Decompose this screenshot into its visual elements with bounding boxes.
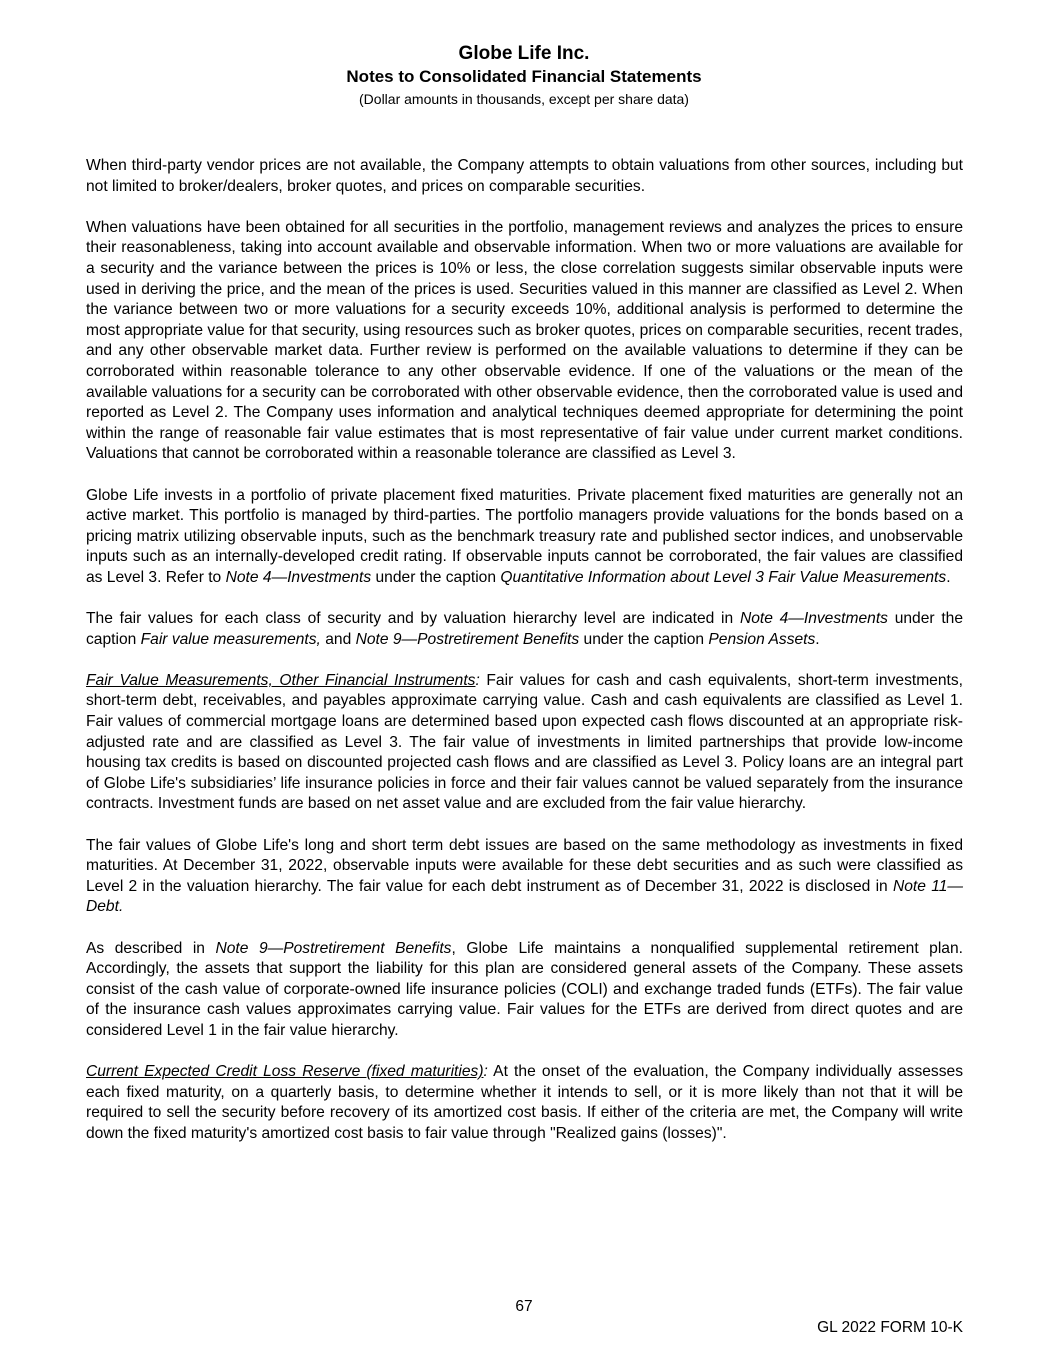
text-segment: under the caption	[371, 568, 501, 586]
text-segment: The fair values of Globe Life's long and short term debt issues are based on the same methodology as investments in fixed maturities. At December 31, 2022, observable inputs were available for these debt securities and as such were classified as Level 2 in the valuation hierarchy. The fair value for each debt instrument as of December 31, 2022 is disclosed in	[86, 836, 963, 895]
paragraph	[86, 671, 963, 815]
emphasized-text: Fair Value Measurements, Other Financial Instruments	[86, 671, 476, 689]
emphasized-text: :	[483, 1063, 488, 1081]
text-segment: .	[946, 568, 951, 586]
emphasized-text: :	[475, 671, 480, 689]
text-segment: At the onset of the evaluation, the Company individually assesses each fixed maturity, on a quarterly basis, to determine whether it intends to sell, or it is more likely than not that it will be required to sell the security before recovery of its amortized cost basis. If either of the criteria are met, the Company will write down the fixed maturity's amortized cost basis to fair value through "Realized gains (losses)".	[86, 1063, 963, 1142]
emphasized-text: Note 11—Debt.	[86, 877, 963, 916]
page-number: 67	[515, 1298, 533, 1315]
document-body	[86, 156, 963, 1165]
paragraph	[86, 218, 963, 465]
text-segment: and	[320, 630, 356, 648]
text-segment: When third-party vendor prices are not available, the Company attempts to obtain valuations from other sources, including but not limited to broker/dealers, broker quotes, and prices on comparable securities.	[86, 157, 963, 195]
paragraph	[86, 1062, 963, 1144]
text-segment: , Globe Life maintains a nonqualified supplemental retirement plan. Accordingly, the assets that support the liability for this plan are considered general assets of the Company. These assets consist of the cash value of corporate-owned life insurance policies (COLI) and exchange traded funds (ETFs). The fair value of the insurance cash values approximates carrying value. Fair values for the ETFs are derived from direct quotes and are considered Level 1 in the fair value hierarchy.	[86, 939, 963, 1039]
paragraph	[86, 609, 963, 650]
text-segment: The fair values for each class of security and by valuation hierarchy level are indicated in	[86, 610, 740, 628]
emphasized-text: Fair value measurements,	[140, 630, 321, 648]
paragraph	[86, 836, 963, 918]
emphasized-text: Current Expected Credit Loss Reserve (fixed maturities)	[86, 1063, 484, 1081]
paragraph	[86, 486, 963, 589]
text-segment: under the caption	[86, 610, 963, 648]
text-segment: Globe Life invests in a portfolio of private placement fixed maturities. Private placement fixed maturities are generally not an active market. This portfolio is managed by third-parties. The portfolio managers provide valuations for the bonds based on a pricing matrix utilizing observable inputs, such as the benchmark treasury rate and published sector indices, and unobservable inputs such as an internally-developed credit rating. If observable inputs cannot be corroborated, the fair values are classified as Level 3. Refer to	[86, 486, 963, 586]
emphasized-text: Pension Assets	[708, 630, 816, 648]
emphasized-text: Note 4—Investments	[739, 610, 888, 628]
document-title: Notes to Consolidated Financial Statements	[346, 67, 702, 86]
text-segment: When valuations have been obtained for all securities in the portfolio, management reviews and analyzes the prices to ensure their reasonableness, taking into account available and observable information. When two or more valuations are available for a security and the variance between the prices is 10% or less, the close correlation suggests similar observable inputs were used in deriving the price, and the mean of the prices is used. Securities valued in this manner are classified as Level 2. When the variance between two or more valuations for a security exceeds 10%, additional analysis is performed to determine the most appropriate value for that security, using resources such as broker quotes, prices on comparable securities, recent trades, and any other observable market data. Further review is performed on the available valuations to determine if they can be corroborated within reasonable tolerance to any other observable evidence. If one of the valuations or the mean of the available valuations for a security can be corroborated with other observable evidence, then the corroborated value is used and reported as Level 2. The Company uses information and analytical techniques deemed appropriate for determining the point within the range of reasonable fair value estimates that is most representative of fair value under current market conditions. Valuations that cannot be corroborated within a reasonable tolerance are classified as Level 3.	[86, 218, 963, 463]
paragraph	[86, 939, 963, 1042]
emphasized-text: Quantitative Information about Level 3 Fair Value Measurements	[500, 568, 947, 586]
text-segment: .	[815, 630, 820, 648]
emphasized-text: Note 4—Investments	[225, 568, 372, 586]
company-name: Globe Life Inc.	[458, 43, 590, 64]
text-segment: Fair values for cash and cash equivalents, short-term investments, short-term debt, receivables, and payables approximate carrying value. Cash and cash equivalents are classified as Level 1. Fair values of commercial mortgage loans are determined based upon expected cash flows discounted at an appropriate risk-adjusted rate and are classified as Level 3. The fair value of investments in limited partnerships that provide low-income housing tax credits is based on discounted projected cash flows and are classified as Level 3. Policy loans are an integral part of Globe Life's subsidiaries’ life insurance policies in force and their fair values cannot be valued separately from the insurance contracts. Investment funds are based on net asset value and are excluded from the fair value hierarchy.	[86, 671, 963, 813]
paragraph	[86, 156, 963, 197]
emphasized-text: Note 9—Postretirement Benefits	[215, 939, 452, 957]
emphasized-text: Note 9—Postretirement Benefits	[355, 630, 580, 648]
text-segment: under the caption	[579, 630, 709, 648]
form-label: GL 2022 FORM 10-K	[817, 1319, 963, 1336]
document-subtitle: (Dollar amounts in thousands, except per share data)	[359, 91, 689, 107]
text-segment: As described in	[86, 939, 216, 957]
